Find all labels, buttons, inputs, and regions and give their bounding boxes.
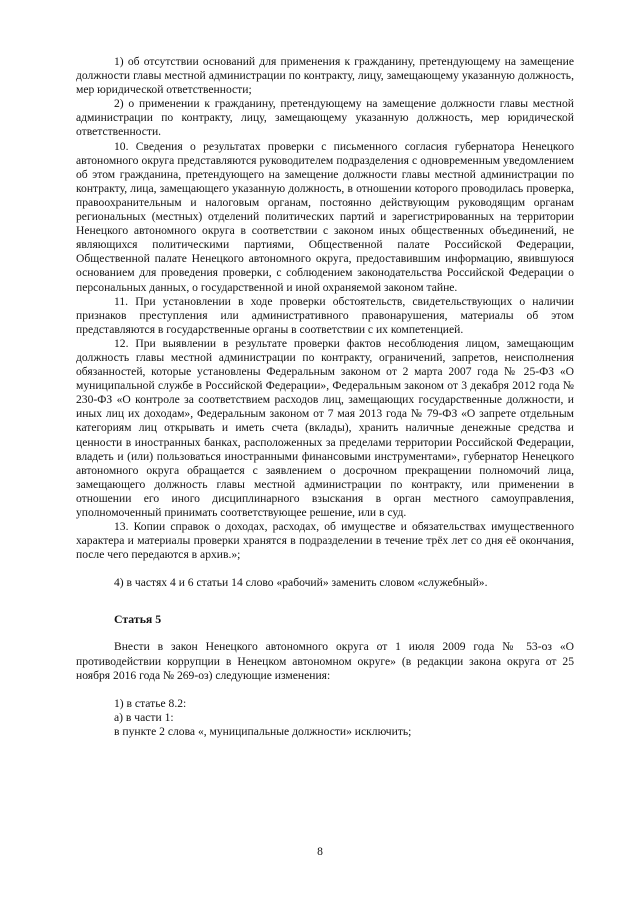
paragraph-clause-12: 12. При выявлении в результате проверки фактов несоблюдения лицом, замещающим должность главы местной администрации по контракту, ограничений, запретов, неисполнения обязанностей, которые установлены Федеральным законом от 2 марта 2007 года № 25-ФЗ «О муниципальной службе в Российской Федерации», Федеральным законом от 3 декабря 2012 года № 230-ФЗ «О контроле за соответствием расходов лиц, замещающих государственные должности, и иных лиц их доходам», Федеральным законом от 7 мая 2013 года № 79-ФЗ «О запрете отдельным категориям лиц открывать и иметь счета (вклады), хранить наличные денежные средства и ценности в иностранных банках, расположенных за пределами территории Российской Федерации, владеть и (или) пользоваться иностранными финансовыми инструментами», губернатор Ненецкого автономного округа обращается с заявлением о досрочном прекращении полномочий лица, замещающего должность главы местной администрации по контракту, или применении в отношении его иного дисциплинарного взыскания в орган местного самоуправления, уполномоченный принимать соответствующее решение, или в суд. [76,336,574,519]
paragraph-clause-10: 10. Сведения о результатах проверки с письменного согласия губернатора Ненецкого автономного округа представляются руководителем подразделения с одновременным уведомлением об этом гражданина, претендующего на замещение должности главы местной администрации по контракту, лица, замещающего указанную должность, в отношении которого проводилась проверка, правоохранительным и налоговым органам, постоянно действующим руководящим органам региональных (местных) отделений политических партий и зарегистрированных на территории Ненецкого автономного округа в соответствии с законом иных общественных объединений, не являющихся политическими партиями, Общественной палате Российской Федерации, Общественной палате Ненецкого автономного округа, предоставившим информацию, явившуюся основанием для проведения проверки, с соблюдением законодательства Российской Федерации о персональных данных, о государственной и иной охраняемой законом тайне. [76,139,574,294]
list-item-a: а) в части 1: [114,710,174,724]
paragraph-item-4: 4) в частях 4 и 6 статьи 14 слово «рабочий» заменить словом «служебный». [114,576,488,590]
paragraph-item-1: 1) об отсутствии оснований для применения к гражданину, претендующему на замещение должности главы местной администрации по контракту, лицу, замещающему указанную должность, мер юридической ответственности; [76,55,574,97]
article-intro-paragraph: Внести в закон Ненецкого автономного округа от 1 июля 2009 года № 53-оз «О противодействии коррупции в Ненецком автономном округе» (в редакции закона округа от 25 ноября 2016 года № 269-оз) следующие изменения: [76,640,574,682]
list-item-1: 1) в статье 8.2: [114,696,187,710]
page-number: 8 [317,845,323,858]
paragraph-clause-11: 11. При установлении в ходе проверки обстоятельств, свидетельствующих о наличии признаков преступления или административного правонарушения, материалы об этом представляются в государственные органы в соответствии с их компетенцией. [76,294,574,336]
document-page [76,55,574,739]
paragraph-clause-13: 13. Копии справок о доходах, расходах, об имуществе и обязательствах имущественного характера и материалы проверки хранятся в подразделении в течение трёх лет со дня её окончания, после чего передаются в архив.»; [76,520,574,562]
paragraph-item-2: 2) о применении к гражданину, претендующему на замещение должности главы местной администрации по контракту, лицу, замещающему указанную должность, мер юридической ответственности. [76,97,574,139]
list-item-clause-2: в пункте 2 слова «, муниципальные должности» исключить; [114,724,412,738]
article-heading: Статья 5 [114,612,162,627]
